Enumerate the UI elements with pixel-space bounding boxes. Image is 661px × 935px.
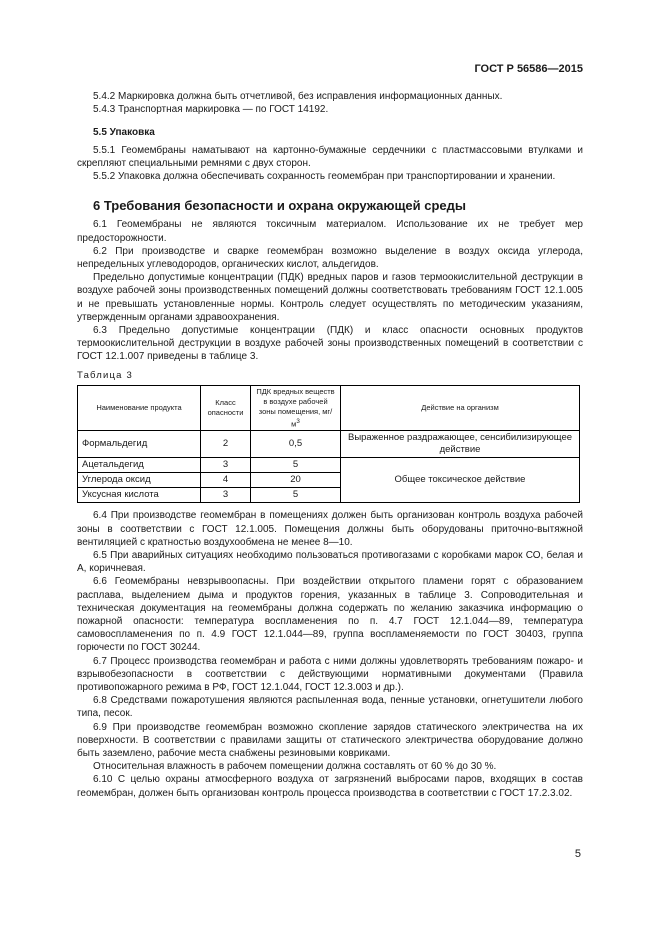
- paragraph-6-2-pdk: Предельно допустимые концентрации (ПДК) вредных паров и газов термоокислительной деструкции в воздухе рабочей зоны производственных помещений должны соответствовать требованиям ГОСТ 12.1.005 и не превышать установленные нормы. Контроль следует осуществлять по методическим указаниям, утвержденным органами здравоохранения.: [77, 272, 583, 323]
- paragraph-6-7: 6.7 Процесс производства геомембран и работа с ними должны удовлетворять требованиям пожаро- и взрывобезопасности в соответствии с действующими нормативными документами (Правила противопожарного режима в РФ, ГОСТ 12.1.044, ГОСТ 12.3.003 и др.).: [77, 655, 583, 693]
- paragraph-6-6: 6.6 Геомембраны невзрывоопасны. При воздействии открытого пламени горят с образованием расплава, выделением дыма и продуктов горения, указанных в таблице 3. Сопроводительная и техническая документация на геомембраны должна содержать по желанию заказчика информацию о пожарной опасности: температура воспламенения по п. 4.7 ГОСТ 12.1.044—89, температура самовоспламенения по п. 4.9 ГОСТ 12.1.044—89, группа воспламеняемости по ГОСТ 30403, группа горючести по ГОСТ 30244.: [77, 576, 583, 654]
- cell-class: 3: [201, 458, 251, 473]
- cell-product: Формальдегид: [78, 431, 201, 458]
- paragraph-5-4-2: 5.4.2 Маркировка должна быть отчетливой, без исправления информационных данных.: [93, 91, 503, 102]
- paragraph-6-9-humidity: Относительная влажность в рабочем помещении должна составлять от 60 % до 30 %.: [93, 761, 497, 773]
- table-3: [77, 385, 580, 504]
- paragraph-6-4: 6.4 При производстве геомембран в помещениях должен быть организован контроль воздуха рабочей зоны в соответствии с ГОСТ 12.1.005. Помещения должны быть оборудованы приточно-вытяжной вентиляцией с кратностью воздухообмена не менее 8—10.: [77, 510, 583, 548]
- header-pdk-text: ПДК вредных веществ в воздухе рабочей зоны помещения, мг/м: [256, 386, 335, 429]
- paragraph-5-5-1: 5.5.1 Геомембраны наматывают на картонно-бумажные сердечники с пластмассовыми втулками и скрепляют специальными ремнями с двух сторон.: [77, 144, 583, 169]
- header-pdk-sup: 3: [296, 417, 300, 425]
- page-number: 5: [574, 848, 581, 860]
- header-effect: Действие на организм: [341, 385, 580, 431]
- paragraph-6-5: 6.5 При аварийных ситуациях необходимо пользоваться противогазами с коробками марок СО, белая и А, коричневая.: [77, 549, 583, 575]
- paragraph-6-10: 6.10 С целью охраны атмосферного воздуха от загрязнений выбросами паров, входящих в состав геомембран, должен быть организован контроль процесса производства в соответствии с ГОСТ 17.2.3.02.: [77, 774, 583, 799]
- paragraph-5-5-2: 5.5.2 Упаковка должна обеспечивать сохранность геомембран при транспортировании и хранении.: [93, 171, 556, 183]
- paragraph-5-4-3: 5.4.3 Транспортная маркировка — по ГОСТ 14192.: [93, 104, 329, 116]
- cell-pdk: 20: [251, 473, 341, 488]
- paragraph-6-1: 6.1 Геомембраны не являются токсичным материалом. Использование их не требует мер предосторожности.: [77, 219, 583, 244]
- header-class: Класс опасности: [201, 385, 251, 431]
- cell-product: Уксусная кислота: [78, 488, 201, 503]
- table-caption: Таблица 3: [77, 369, 133, 381]
- section-heading-6: 6 Требования безопасности и охрана окружающей среды: [93, 198, 467, 214]
- cell-effect-shared: Общее токсическое действие: [341, 458, 580, 503]
- table-header-row: [78, 385, 580, 431]
- cell-pdk: 0,5: [251, 431, 341, 458]
- cell-effect: Выраженное раздражающее, сенсибилизирующее действие: [341, 431, 580, 458]
- table-row: [78, 431, 580, 458]
- paragraph-6-2: 6.2 При производстве и сварке геомембран возможно выделение в воздух оксида углерода, непредельных углеводородов, органических кислот, альдегидов.: [77, 245, 583, 271]
- paragraph-6-8: 6.8 Средствами пожаротушения являются распыленная вода, пенные установки, огнетушители любого типа, песок.: [77, 695, 583, 720]
- cell-class: 2: [201, 431, 251, 458]
- cell-class: 4: [201, 473, 251, 488]
- section-heading-5-5: 5.5 Упаковка: [93, 127, 155, 139]
- paragraph-6-3: 6.3 Предельно допустимые концентрации (ПДК) и класс опасности основных продуктов термоокислительной деструкции в воздухе рабочей зоны производственных помещений в соответствии с ГОСТ 12.1.007 приведены в таблице 3.: [77, 325, 583, 363]
- cell-product: Ацетальдегид: [78, 458, 201, 473]
- header-product: Наименование продукта: [78, 385, 201, 431]
- table-row: [78, 458, 580, 473]
- cell-product: Углерода оксид: [78, 473, 201, 488]
- cell-pdk: 5: [251, 488, 341, 503]
- cell-pdk: 5: [251, 458, 341, 473]
- paragraph-6-9: 6.9 При производстве геомембран возможно скопление зарядов статического электричества на их поверхности. В соответствии с правилами защиты от статического электричества оборудование должно быть заземлено, рабочие места снабжены резиновыми ковриками.: [77, 721, 583, 760]
- document-code: ГОСТ Р 56586—2015: [474, 63, 583, 75]
- header-pdk: [251, 385, 341, 431]
- cell-class: 3: [201, 488, 251, 503]
- page-content: [77, 90, 583, 800]
